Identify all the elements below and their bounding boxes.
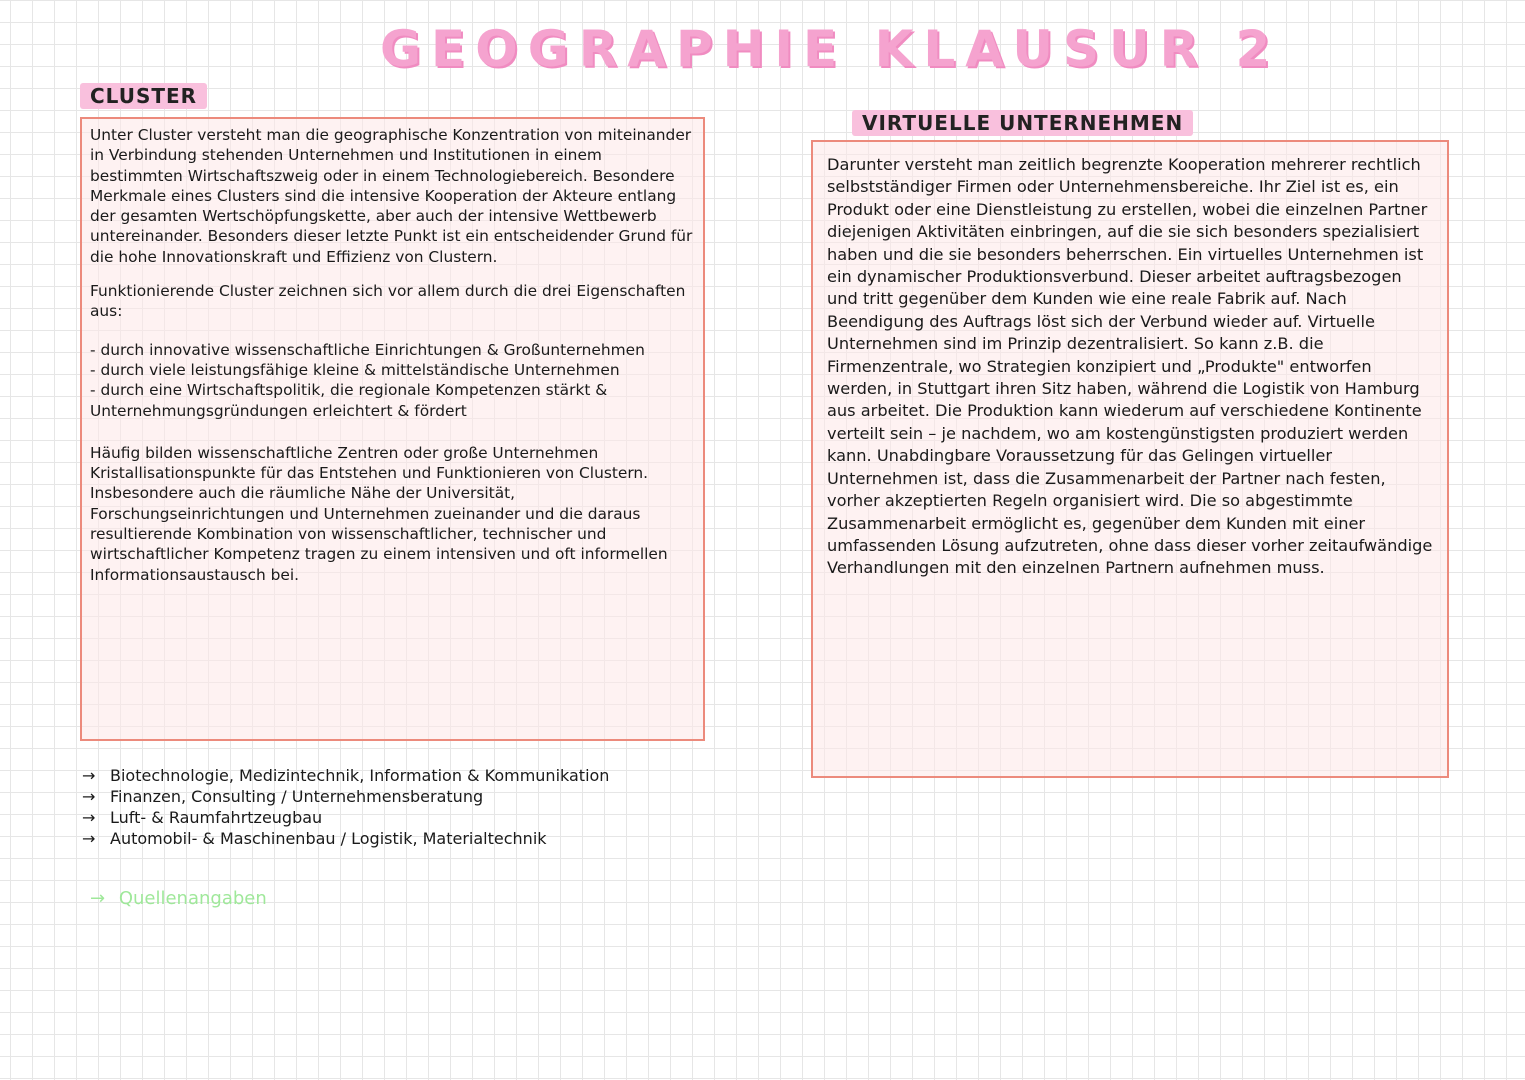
title-word-geographie: GEOGRAPHIE <box>380 20 848 78</box>
industry-item <box>82 807 722 828</box>
industry-label: Finanzen, Consulting / Unternehmensberatung <box>110 787 484 806</box>
page-title <box>380 20 1271 84</box>
industry-label: Biotechnologie, Medizintechnik, Information & Kommunikation <box>110 766 610 785</box>
cluster-property-item: - durch viele leistungsfähige kleine & mittelständische Unternehmen <box>90 360 620 379</box>
cluster-property-item: - durch eine Wirtschaftspolitik, die regionale Kompetenzen stärkt & Unternehmungsgründungen erleichtert & fördert <box>90 381 608 420</box>
cluster-properties-intro: Funktionierende Cluster zeichnen sich vor allem durch die drei Eigenschaften aus: <box>90 282 686 321</box>
sources-note <box>90 888 267 909</box>
virtual-companies-paragraph: Darunter versteht man zeitlich begrenzte Kooperation mehrerer rechtlich selbstständiger Firmen oder Unternehmensbereiche. Ihr Ziel ist es, ein Produkt oder eine Dienstleistung zu erstellen, wobei die einzelnen Partner diejenigen Aktivitäten einbringen, auf die sie sich besonders spezialisiert haben und die sie besonders beherrschen. Ein virtuelles Unternehmen ist ein dynamischer Produktionsverbund. Dieser arbeitet auftragsbezogen und tritt gegenüber dem Kunden wie eine reale Fabrik auf. Nach Beendigung des Auftrags löst sich der Verbund wieder auf. Virtuelle Unternehmen sind im Prinzip dezentralisiert. So kann z.B. die Firmenzentrale, wo Strategien konzipiert und „Produkte" entworfen werden, in Stuttgart ihren Sitz haben, während die Logistik von Hamburg aus arbeitet. Die Produktion kann wiederum auf verschiedene Kontinente verteilt sein – je nachdem, wo am kostengünstigsten produziert werden kann. Unabdingbare Voraussetzung für das Gelingen virtueller Unternehmen ist, dass die Zusammenarbeit der Partner nach festen, vorher akzeptierten Regeln organisiert wird. Die so abgestimmte Zusammenarbeit ermöglicht es, gegenüber dem Kunden mit einer umfassenden Lösung aufzutreten, ohne dass dieser vorher zeitaufwändige Verhandlungen mit den einzelnen Partnern aufnehmen muss. <box>827 155 1433 578</box>
industry-label: Automobil- & Maschinenbau / Logistik, Materialtechnik <box>110 829 547 848</box>
arrow-right-icon: → <box>82 829 96 848</box>
industry-item <box>82 786 722 807</box>
virtual-companies-heading: VIRTUELLE UNTERNEHMEN <box>852 110 1193 136</box>
arrow-right-icon: → <box>82 787 96 806</box>
cluster-centers-paragraph: Häufig bilden wissenschaftliche Zentren oder große Unternehmen Kristallisationspunkte für das Entstehen und Funktionieren von Clustern. Insbesondere auch die räumliche Nähe der Universität, Forschungseinrichtungen und Unternehmen zueinander und die daraus resultierende Kombination von wissenschaftlicher, technischer und wirtschaftlicher Kompetenz tragen zu einem intensiven und oft informellen Informationsaustausch bei. <box>90 443 668 584</box>
arrow-right-icon: → <box>82 808 96 827</box>
cluster-definition-paragraph: Unter Cluster versteht man die geographische Konzentration von miteinander in Verbindung stehenden Unternehmen und Institutionen in einem bestimmten Wirtschaftszweig oder in einem Technologiebereich. Besondere Merkmale eines Clusters sind die intensive Kooperation der Akteure entlang der gesamten Wertschöpfungskette, aber auch der intensive Wettbewerb untereinander. Besonders dieser letzte Punkt ist ein entscheidender Grund für die hohe Innovationskraft und Effizienz von Clustern. <box>90 126 693 266</box>
arrow-right-icon: → <box>90 888 106 909</box>
sources-label: Quellenangaben <box>118 888 267 909</box>
arrow-right-icon: → <box>82 766 96 785</box>
cluster-heading: CLUSTER <box>80 83 207 109</box>
title-number: 2 <box>1235 20 1271 78</box>
cluster-properties-list <box>90 340 695 421</box>
cluster-box <box>80 117 705 741</box>
industry-item <box>82 828 722 849</box>
cluster-property-item: - durch innovative wissenschaftliche Einrichtungen & Großunternehmen <box>90 340 645 359</box>
title-word-klausur: KLAUSUR <box>874 20 1209 78</box>
industry-label: Luft- & Raumfahrtzeugbau <box>110 808 323 827</box>
industry-list <box>82 765 722 849</box>
virtual-companies-box <box>811 140 1449 778</box>
industry-item <box>82 765 722 786</box>
